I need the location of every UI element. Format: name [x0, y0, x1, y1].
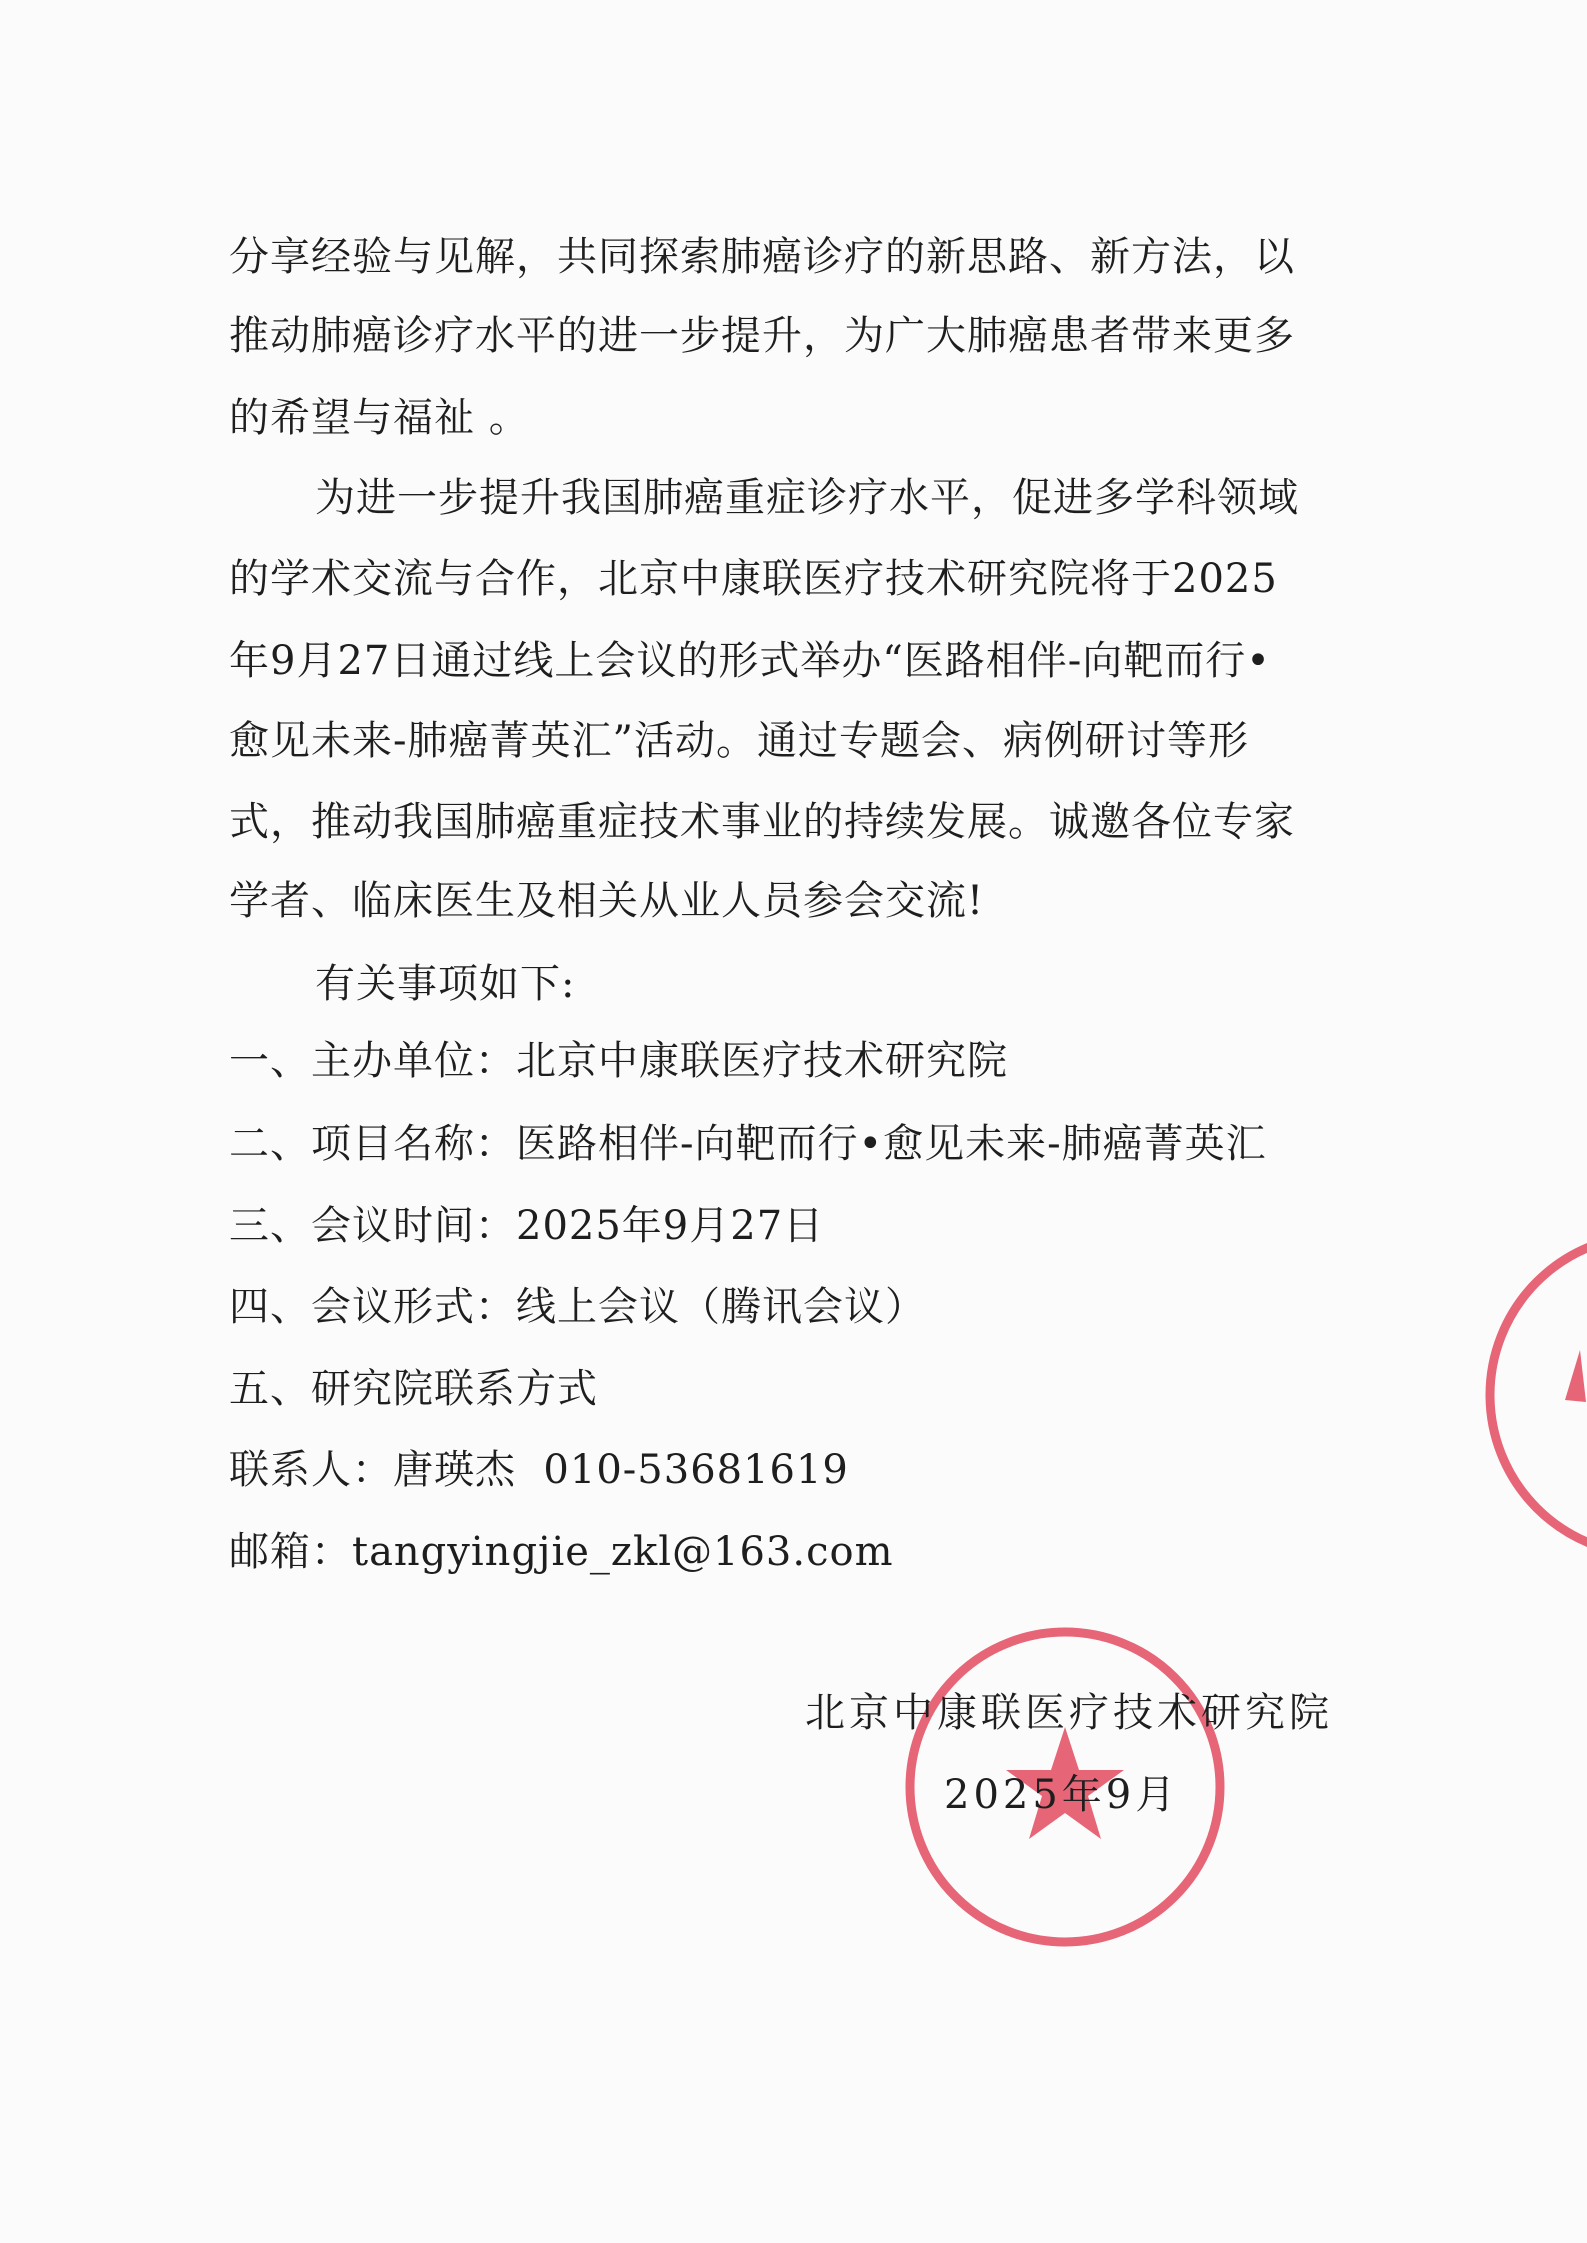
contact-line: 联系人：唐瑛杰 010-53681619	[229, 1447, 849, 1493]
item-meeting-format: 四、会议形式：线上会议（腾讯会议）	[229, 1284, 926, 1330]
item-meeting-time: 三、会议时间：2025年9月27日	[229, 1203, 825, 1249]
paragraph2-line: 愈见未来-肺癌菁英汇”活动。通过专题会、病例研讨等形	[229, 718, 1249, 764]
paragraph2-line: 年9月27日通过线上会议的形式举办“医路相伴-向靶而行•	[229, 638, 1271, 684]
paragraph2-line: 学者、临床医生及相关从业人员参会交流!	[229, 878, 985, 924]
item-project-name: 二、项目名称：医路相伴-向靶而行•愈见未来-肺癌菁英汇	[229, 1121, 1267, 1167]
signature-org: 北京中康联医疗技术研究院	[805, 1690, 1333, 1736]
signature-date: 2025年9月	[944, 1772, 1180, 1818]
paragraph1-line: 的希望与福祉 。	[229, 395, 530, 441]
email-line: 邮箱：tangyingjie_zkl@163.com	[229, 1529, 894, 1575]
paragraph1-line: 分享经验与见解，共同探索肺癌诊疗的新思路、新方法，以	[229, 234, 1295, 280]
paragraph2-line: 为进一步提升我国肺癌重症诊疗水平，促进多学科领域	[315, 475, 1299, 521]
matters-intro: 有关事项如下:	[315, 961, 576, 1007]
item-contact-heading: 五、研究院联系方式	[229, 1366, 598, 1412]
paragraph1-line: 推动肺癌诊疗水平的进一步提升，为广大肺癌患者带来更多	[229, 313, 1295, 359]
paragraph2-line: 的学术交流与合作，北京中康联医疗技术研究院将于2025	[229, 556, 1278, 602]
item-organizer: 一、主办单位：北京中康联医疗技术研究院	[229, 1038, 1008, 1084]
partial-seal-stamp	[1480, 1225, 1587, 1565]
paragraph2-line: 式，推动我国肺癌重症技术事业的持续发展。诚邀各位专家	[229, 799, 1295, 845]
